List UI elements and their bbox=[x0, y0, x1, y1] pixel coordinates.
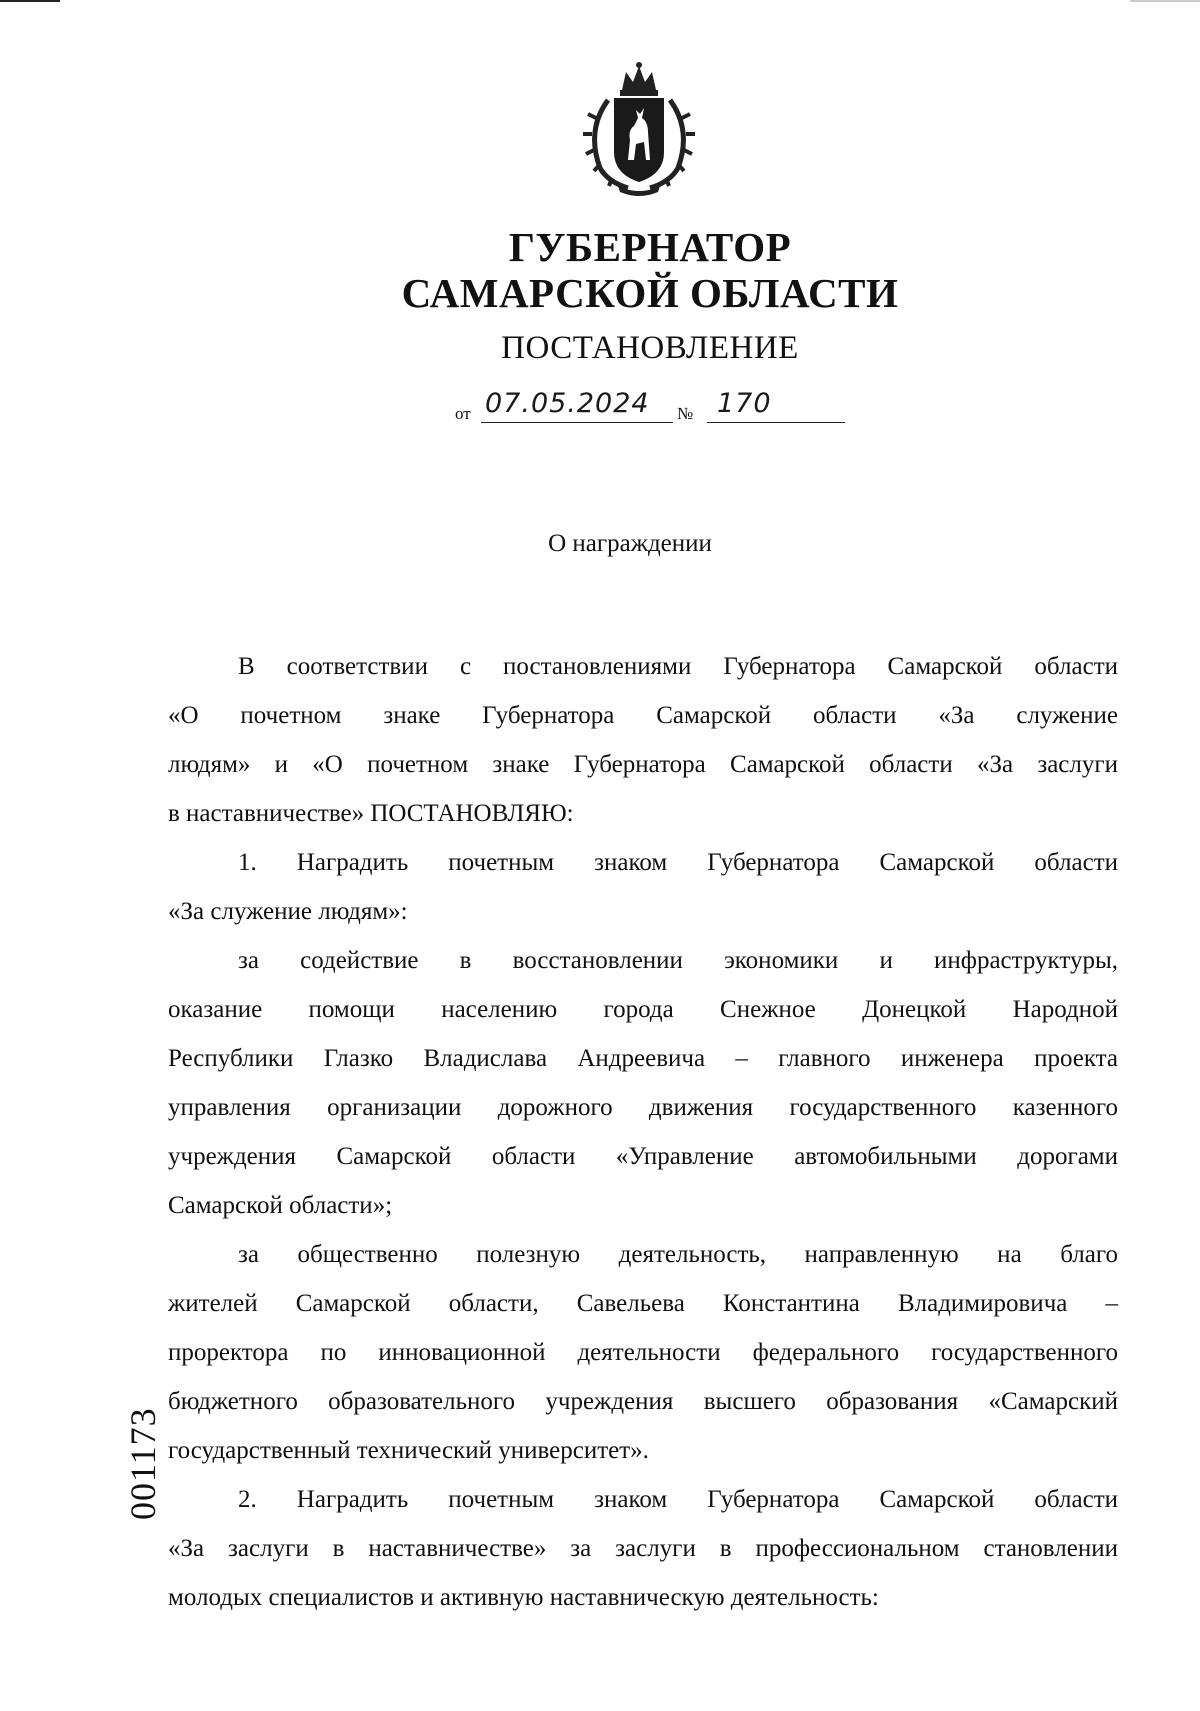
text-line: в наставничестве» ПОСТАНОВЛЯЮ: bbox=[168, 800, 574, 827]
text-line: проректора по инновационной деятельности федерального государственного bbox=[168, 1339, 1118, 1366]
text-line: жителей Самарской области, Савельева Константина Владимировича – bbox=[168, 1290, 1118, 1317]
text-line: «За заслуги в наставничестве» за заслуги в профессиональном становлении bbox=[168, 1535, 1118, 1562]
number-label: № bbox=[677, 404, 694, 423]
authority-title-line1: ГУБЕРНАТОР bbox=[508, 224, 792, 270]
text-line: Самарской области»; bbox=[168, 1192, 393, 1219]
text-line: учреждения Самарской области «Управление автомобильными дорогами bbox=[168, 1143, 1118, 1170]
text-line: оказание помощи населению города Снежное Донецкой Народной bbox=[168, 996, 1118, 1023]
text-line: Республики Глазко Владислава Андреевича – главного инженера проекта bbox=[168, 1045, 1118, 1072]
text-line: молодых специалистов и активную наставническую деятельность: bbox=[168, 1584, 879, 1611]
text-line: «О почетном знаке Губернатора Самарской области «За служение bbox=[168, 702, 1118, 729]
document-number: 170 bbox=[717, 388, 772, 419]
scan-edge-mark bbox=[1130, 0, 1200, 2]
text-line: В соответствии с постановлениями Губернатора Самарской области bbox=[238, 653, 1118, 680]
document-body bbox=[168, 653, 1118, 1633]
samara-coat-of-arms-icon bbox=[578, 60, 700, 196]
document-subject: О награждении bbox=[548, 530, 712, 557]
text-line: «За служение людям»: bbox=[168, 898, 408, 925]
scan-edge-mark bbox=[0, 0, 60, 2]
text-line: за общественно полезную деятельность, направленную на благо bbox=[238, 1241, 1118, 1268]
number-underline bbox=[707, 422, 845, 423]
date-from-label: от bbox=[455, 404, 471, 423]
text-line: бюджетного образовательного учреждения высшего образования «Самарский bbox=[168, 1388, 1118, 1415]
text-line: 2. Наградить почетным знаком Губернатора Самарской области bbox=[238, 1486, 1118, 1513]
text-line: управления организации дорожного движения государственного казенного bbox=[168, 1094, 1118, 1121]
document-date: 07.05.2024 bbox=[485, 388, 650, 419]
paragraph-item1-a bbox=[168, 947, 1118, 1241]
paragraph-intro bbox=[168, 653, 1118, 849]
document-type: ПОСТАНОВЛЕНИЕ bbox=[501, 330, 799, 366]
text-line: людям» и «О почетном знаке Губернатора Самарской области «За заслуги bbox=[168, 751, 1118, 778]
side-serial-number: 001173 bbox=[123, 1407, 163, 1520]
date-number-line bbox=[455, 388, 855, 426]
date-underline bbox=[481, 422, 673, 423]
authority-title-line2: САМАРСКОЙ ОБЛАСТИ bbox=[401, 270, 899, 316]
paragraph-item2 bbox=[168, 1486, 1118, 1633]
paragraph-item1 bbox=[168, 849, 1118, 947]
paragraph-item1-b bbox=[168, 1241, 1118, 1486]
text-line: 1. Наградить почетным знаком Губернатора Самарской области bbox=[238, 849, 1118, 876]
text-line: за содействие в восстановлении экономики и инфраструктуры, bbox=[238, 947, 1118, 974]
text-line: государственный технический университет». bbox=[168, 1437, 649, 1464]
